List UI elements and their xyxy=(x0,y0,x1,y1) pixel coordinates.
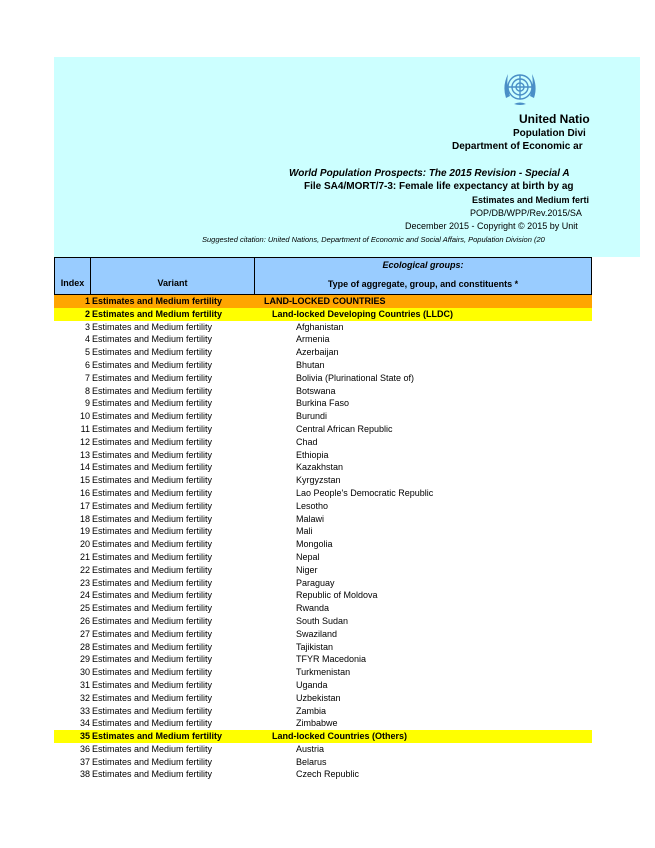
row-index: 28 xyxy=(79,641,90,652)
row-index: 9 xyxy=(84,398,90,409)
table-row xyxy=(54,461,592,474)
table-row xyxy=(54,615,592,628)
document-code: POP/DB/WPP/Rev.2015/SA xyxy=(470,208,582,218)
table-row xyxy=(54,513,592,526)
row-name: Afghanistan xyxy=(296,321,344,332)
row-index: 27 xyxy=(79,628,90,639)
row-name: Paraguay xyxy=(296,577,335,588)
row-name: Burkina Faso xyxy=(296,398,350,409)
table-row xyxy=(54,564,592,577)
row-name: Belarus xyxy=(296,756,327,767)
table-row xyxy=(54,346,592,359)
citation-line: Suggested citation: United Nations, Department of Economic and Social Affairs, Population Division (20 xyxy=(202,235,545,244)
row-index: 37 xyxy=(79,756,90,767)
table-row xyxy=(54,577,592,590)
row-variant: Estimates and Medium fertility xyxy=(92,603,213,614)
row-index: 35 xyxy=(79,731,90,742)
un-emblem-icon xyxy=(500,68,540,108)
row-variant: Estimates and Medium fertility xyxy=(92,308,223,319)
row-name: Mali xyxy=(296,526,313,537)
row-index: 7 xyxy=(84,372,90,383)
table-row xyxy=(54,692,592,705)
table-row xyxy=(54,474,592,487)
column-header-type xyxy=(254,257,592,295)
copyright-line: December 2015 - Copyright © 2015 by Unit xyxy=(405,221,578,231)
row-variant: Estimates and Medium fertility xyxy=(92,526,213,537)
row-index: 16 xyxy=(79,487,90,498)
row-name: Azerbaijan xyxy=(296,347,339,358)
row-variant: Estimates and Medium fertility xyxy=(92,564,213,575)
row-variant: Estimates and Medium fertility xyxy=(92,347,213,358)
row-index: 8 xyxy=(84,385,90,396)
row-variant: Estimates and Medium fertility xyxy=(92,615,213,626)
row-variant: Estimates and Medium fertility xyxy=(92,705,213,716)
row-variant: Estimates and Medium fertility xyxy=(92,539,213,550)
row-name: Kazakhstan xyxy=(296,462,344,473)
row-index: 33 xyxy=(79,705,90,716)
table-row xyxy=(54,500,592,513)
row-name: Swaziland xyxy=(296,628,338,639)
row-name: Lao People's Democratic Republic xyxy=(296,487,434,498)
row-name: Ethiopia xyxy=(296,449,329,460)
row-index: 4 xyxy=(84,334,90,345)
table-row xyxy=(54,551,592,564)
table-row xyxy=(54,295,592,308)
table-row xyxy=(54,653,592,666)
division-name: Population Divi xyxy=(513,128,586,139)
row-name: Central African Republic xyxy=(296,423,393,434)
table-row xyxy=(54,385,592,398)
row-name: Tajikistan xyxy=(296,641,334,652)
row-variant: Estimates and Medium fertility xyxy=(92,628,213,639)
row-index: 6 xyxy=(84,359,90,370)
row-name: Botswana xyxy=(296,385,336,396)
row-name: Zambia xyxy=(296,705,327,716)
row-name: Burundi xyxy=(296,411,328,422)
row-variant: Estimates and Medium fertility xyxy=(92,743,213,754)
row-index: 21 xyxy=(79,551,90,562)
row-index: 2 xyxy=(84,308,90,319)
row-variant: Estimates and Medium fertility xyxy=(92,359,213,370)
row-index: 22 xyxy=(79,564,90,575)
row-index: 23 xyxy=(79,577,90,588)
table-row xyxy=(54,602,592,615)
row-variant: Estimates and Medium fertility xyxy=(92,423,213,434)
row-index: 36 xyxy=(79,743,90,754)
table-row xyxy=(54,308,592,321)
row-variant: Estimates and Medium fertility xyxy=(92,641,213,652)
table-row xyxy=(54,679,592,692)
row-name: Niger xyxy=(296,564,318,575)
row-index: 5 xyxy=(84,347,90,358)
department-name: Department of Economic ar xyxy=(452,141,583,152)
column-header-variant-label: Variant xyxy=(157,278,188,288)
row-name: Republic of Moldova xyxy=(296,590,378,601)
row-index: 30 xyxy=(79,667,90,678)
row-name: Uganda xyxy=(296,679,328,690)
row-index: 29 xyxy=(79,654,90,665)
row-name: LAND-LOCKED COUNTRIES xyxy=(264,296,386,306)
publication-title: World Population Prospects: The 2015 Revision - Special A xyxy=(289,168,570,179)
row-name: Mongolia xyxy=(296,539,333,550)
row-variant: Estimates and Medium fertility xyxy=(92,756,213,767)
row-index: 31 xyxy=(79,679,90,690)
row-index: 34 xyxy=(79,718,90,729)
row-index: 17 xyxy=(79,500,90,511)
table-row xyxy=(54,628,592,641)
row-variant: Estimates and Medium fertility xyxy=(92,475,213,486)
row-name: Bhutan xyxy=(296,359,325,370)
row-name: Malawi xyxy=(296,513,325,524)
organization-name: United Natio xyxy=(519,112,590,126)
row-index: 18 xyxy=(79,513,90,524)
row-variant: Estimates and Medium fertility xyxy=(92,731,223,742)
row-index: 3 xyxy=(84,321,90,332)
table-row xyxy=(54,768,592,781)
row-name: Land-locked Countries (Others) xyxy=(272,731,408,742)
table-row xyxy=(54,423,592,436)
table-row xyxy=(54,333,592,346)
row-index: 13 xyxy=(79,449,90,460)
row-index: 38 xyxy=(79,769,90,780)
row-index: 26 xyxy=(79,615,90,626)
row-index: 24 xyxy=(79,590,90,601)
column-header-type-label: Type of aggregate, group, and constituents * xyxy=(327,279,519,289)
row-variant: Estimates and Medium fertility xyxy=(92,718,213,729)
row-index: 19 xyxy=(79,526,90,537)
title-block xyxy=(54,57,640,257)
table-row xyxy=(54,359,592,372)
row-variant: Estimates and Medium fertility xyxy=(92,449,213,460)
table-row xyxy=(54,538,592,551)
row-name: Chad xyxy=(296,436,318,447)
row-variant: Estimates and Medium fertility xyxy=(92,398,213,409)
table-row xyxy=(54,372,592,385)
row-name: Czech Republic xyxy=(296,769,360,780)
row-variant: Estimates and Medium fertility xyxy=(92,551,213,562)
row-name: Austria xyxy=(296,743,325,754)
row-name: Turkmenistan xyxy=(296,667,351,678)
row-name: South Sudan xyxy=(296,615,349,626)
row-variant: Estimates and Medium fertility xyxy=(92,334,213,345)
estimates-label: Estimates and Medium ferti xyxy=(472,195,590,205)
row-variant: Estimates and Medium fertility xyxy=(92,487,213,498)
data-table-body xyxy=(54,295,592,781)
column-header-variant xyxy=(90,257,255,295)
table-row xyxy=(54,717,592,730)
row-variant: Estimates and Medium fertility xyxy=(92,769,213,780)
table-row xyxy=(54,756,592,769)
row-index: 10 xyxy=(79,411,90,422)
row-index: 1 xyxy=(84,296,90,306)
row-variant: Estimates and Medium fertility xyxy=(92,411,213,422)
column-header-index-label: Index xyxy=(60,278,85,288)
column-header-group-title: Ecological groups: xyxy=(382,260,464,270)
table-row xyxy=(54,666,592,679)
table-row xyxy=(54,397,592,410)
row-variant: Estimates and Medium fertility xyxy=(92,679,213,690)
row-index: 32 xyxy=(79,692,90,703)
row-name: TFYR Macedonia xyxy=(296,654,367,665)
row-variant: Estimates and Medium fertility xyxy=(92,577,213,588)
row-variant: Estimates and Medium fertility xyxy=(92,692,213,703)
row-index: 14 xyxy=(79,462,90,473)
table-row xyxy=(54,589,592,602)
row-variant: Estimates and Medium fertility xyxy=(92,667,213,678)
row-name: Land-locked Developing Countries (LLDC) xyxy=(272,308,454,319)
column-header-index xyxy=(54,257,91,295)
row-variant: Estimates and Medium fertility xyxy=(92,654,213,665)
row-variant: Estimates and Medium fertility xyxy=(92,462,213,473)
row-name: Bolivia (Plurinational State of) xyxy=(296,372,415,383)
table-row xyxy=(54,321,592,334)
row-name: Lesotho xyxy=(296,500,329,511)
row-name: Nepal xyxy=(296,551,320,562)
table-row xyxy=(54,641,592,654)
row-variant: Estimates and Medium fertility xyxy=(92,385,213,396)
row-variant: Estimates and Medium fertility xyxy=(92,513,213,524)
row-index: 20 xyxy=(79,539,90,550)
row-variant: Estimates and Medium fertility xyxy=(92,500,213,511)
table-row xyxy=(54,705,592,718)
row-name: Kyrgyzstan xyxy=(296,475,341,486)
row-variant: Estimates and Medium fertility xyxy=(92,372,213,383)
table-row xyxy=(54,487,592,500)
row-variant: Estimates and Medium fertility xyxy=(92,321,213,332)
row-index: 11 xyxy=(80,423,90,434)
table-row xyxy=(54,449,592,462)
table-row xyxy=(54,410,592,423)
row-index: 25 xyxy=(79,603,90,614)
row-name: Zimbabwe xyxy=(296,718,338,729)
row-name: Uzbekistan xyxy=(296,692,341,703)
row-variant: Estimates and Medium fertility xyxy=(92,436,213,447)
table-row xyxy=(54,525,592,538)
row-variant: Estimates and Medium fertility xyxy=(92,296,223,306)
file-title: File SA4/MORT/7-3: Female life expectancy at birth by ag xyxy=(304,181,574,192)
row-variant: Estimates and Medium fertility xyxy=(92,590,213,601)
table-row xyxy=(54,743,592,756)
row-name: Armenia xyxy=(296,334,330,345)
row-index: 12 xyxy=(79,436,90,447)
row-index: 15 xyxy=(79,475,90,486)
table-row xyxy=(54,436,592,449)
row-name: Rwanda xyxy=(296,603,330,614)
table-row xyxy=(54,730,592,743)
